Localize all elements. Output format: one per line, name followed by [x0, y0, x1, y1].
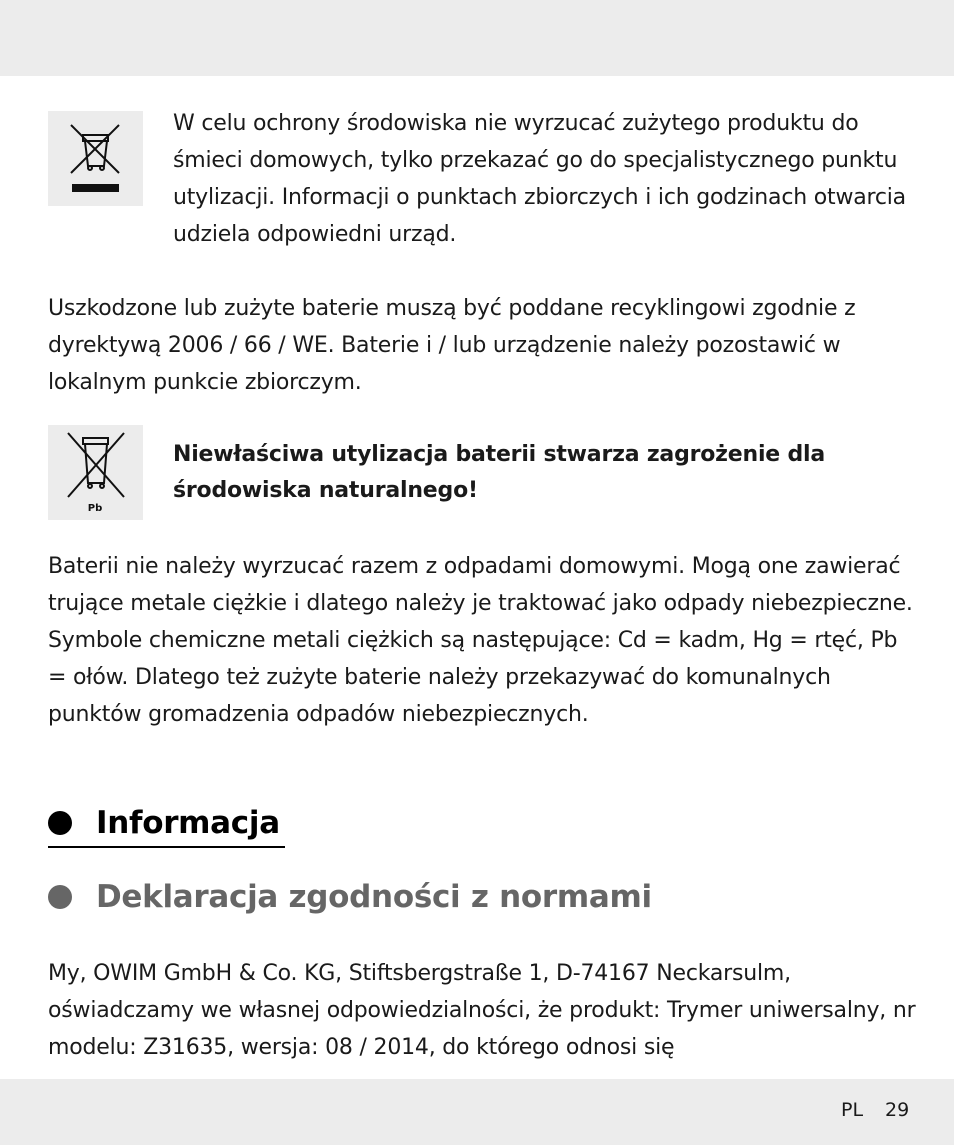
footer-language: PL	[841, 1099, 864, 1121]
header-band	[0, 0, 954, 76]
section-bullet-declaration	[48, 885, 72, 909]
declaration-text: My, OWIM GmbH & Co. KG, Stiftsbergstraße 1, D-74167 Neckarsulm, oświadczamy we własnej odpowiedzialności, że produkt: Trymer uniwersalny, nr modelu: Z31635, wersja: 08 / 2014, do którego odnosi się	[48, 961, 916, 1060]
pb-label: Pb	[87, 503, 103, 514]
crossed-out-bin-pb-icon	[48, 425, 143, 520]
section-title-information: Informacja	[96, 805, 280, 841]
footer-band	[0, 1079, 954, 1145]
section-title-declaration: Deklaracja zgodności z normami	[96, 879, 652, 915]
section-underline	[48, 846, 285, 848]
battery-recycling-text: Uszkodzone lub zużyte baterie muszą być poddane recyklingowi zgodnie z dyrektywą 2006 / 66 / WE. Baterie i / lub urządzenie należy pozostawić w lokalnym punkcie zbiorczym.	[48, 296, 856, 395]
section-bullet-information	[48, 811, 72, 835]
battery-warning-text: Niewłaściwa utylizacja baterii stwarza zagrożenie dla środowiska naturalnego!	[173, 442, 826, 503]
page-number: 29	[885, 1099, 910, 1121]
battery-hazard-text: Baterii nie należy wyrzucać razem z odpadami domowymi. Mogą one zawierać trujące metale ciężkie i dlatego należy je traktować jako odpady niebezpieczne. Symbole chemiczne metali ciężkich są następujące: Cd = kadm, Hg = rtęć, Pb = ołów. Dlatego też zużyte baterie należy przekazywać do komunalnych punktów gromadzenia odpadów niebezpiecznych.	[48, 554, 913, 727]
disposal-note-text: W celu ochrony środowiska nie wyrzucać zużytego produktu do śmieci domowych, tylko przekazać go do specjalistycznego punktu utylizacji. Informacji o punktach zbiorczych i ich godzinach otwarcia udziela odpowiedni urząd.	[173, 111, 906, 247]
crossed-out-bin-icon	[48, 111, 143, 206]
